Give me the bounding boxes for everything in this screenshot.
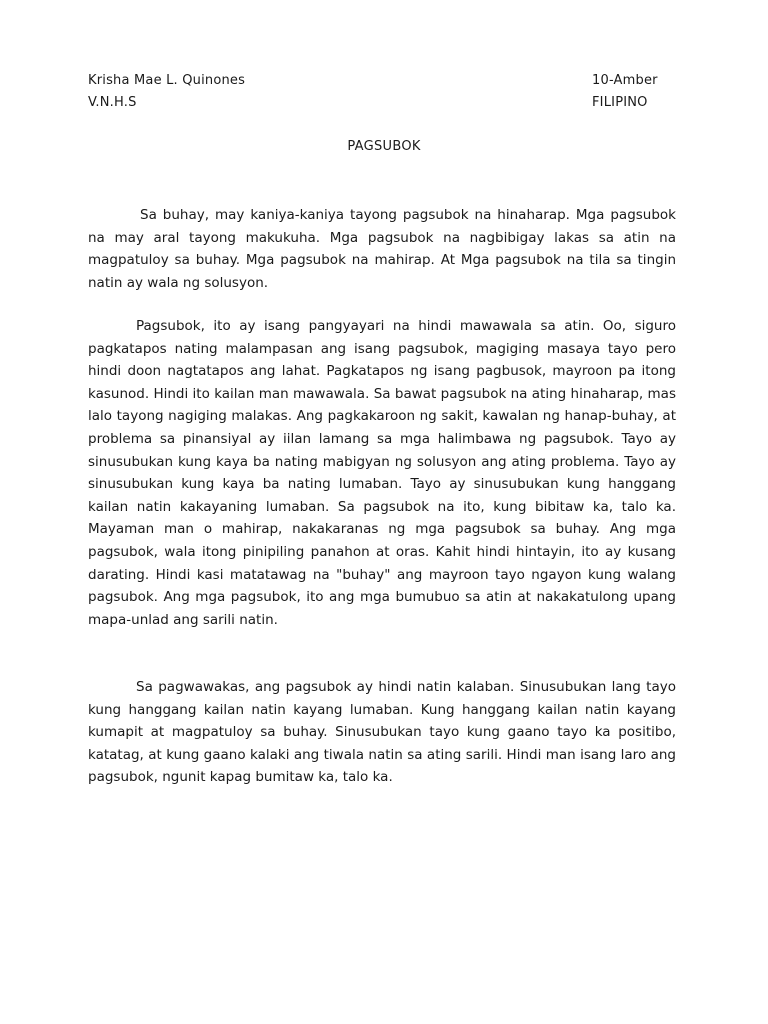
- school-name: V.N.H.S: [88, 95, 137, 110]
- paragraph-body: Pagsubok, ito ay isang pangyayari na hindi mawawala sa atin. Oo, siguro pagkatapos nating malampasan ang isang pagsubok, magiging masaya tayo pero hindi doon nagtatapos ang lahat. Pagkatapos ng isang pagbusok, mayroon pa itong kasunod. Hindi ito kailan man mawawala. Sa bawat pagsubok na ating hinaharap, mas lalo tayong nagiging malakas. Ang pagkakaroon ng sakit, kawalan ng hanap-buhay, at problema sa pinansiyal ay iilan lamang sa mga halimbawa ng pagsubok. Tayo ay sinusubukan kung kaya ba nating mabigyan ng solusyon ang ating problema. Tayo ay sinusubukan kung kaya ba nating lumaban. Tayo ay sinusubukan kung hanggang kailan natin kakayaning lumaban. Sa pagsubok na ito, kung bibitaw ka, talo ka. Mayaman man o mahirap, nakakaranas ng mga pagsubok sa buhay. Ang mga pagsubok, wala itong pinipiling panahon at oras. Kahit hindi hintayin, ito ay kusang darating. Hindi kasi matatawag na "buhay" ang mayroon tayo ngayon kung walang pagsubok. Ang mga pagsubok, ito ang mga bumubuo sa atin at nakakatulong upang mapa-unlad ang sarili natin.: [88, 318, 676, 628]
- header-row-bottom: [88, 95, 664, 111]
- header-row-top: [88, 73, 664, 89]
- document-title: PAGSUBOK: [347, 139, 421, 154]
- paragraph-conclusion: Sa pagwawakas, ang pagsubok ay hindi natin kalaban. Sinusubukan lang tayo kung hanggang kailan natin kayang lumaban. Kung hanggang kailan natin kayang kumapit at magpatuloy sa buhay. Sinusubukan tayo kung gaano tayo ka positibo, katatag, at kung gaano kalaki ang tiwala natin sa ating sarili. Hindi man isang laro ang pagsubok, ngunit kapag bumitaw ka, talo ka.: [88, 679, 676, 786]
- paragraph-intro: Sa buhay, may kaniya-kaniya tayong pagsubok na hinaharap. Mga pagsubok na may aral tayong makukuha. Mga pagsubok na nagbibigay lakas sa atin na magpatuloy sa buhay. Mga pagsubok na mahirap. At Mga pagsubok na tila sa tingin natin ay wala ng solusyon.: [88, 207, 676, 291]
- subject-name: FILIPINO: [592, 95, 648, 110]
- student-name: Krisha Mae L. Quinones: [88, 73, 246, 88]
- student-section: 10-Amber: [592, 73, 658, 88]
